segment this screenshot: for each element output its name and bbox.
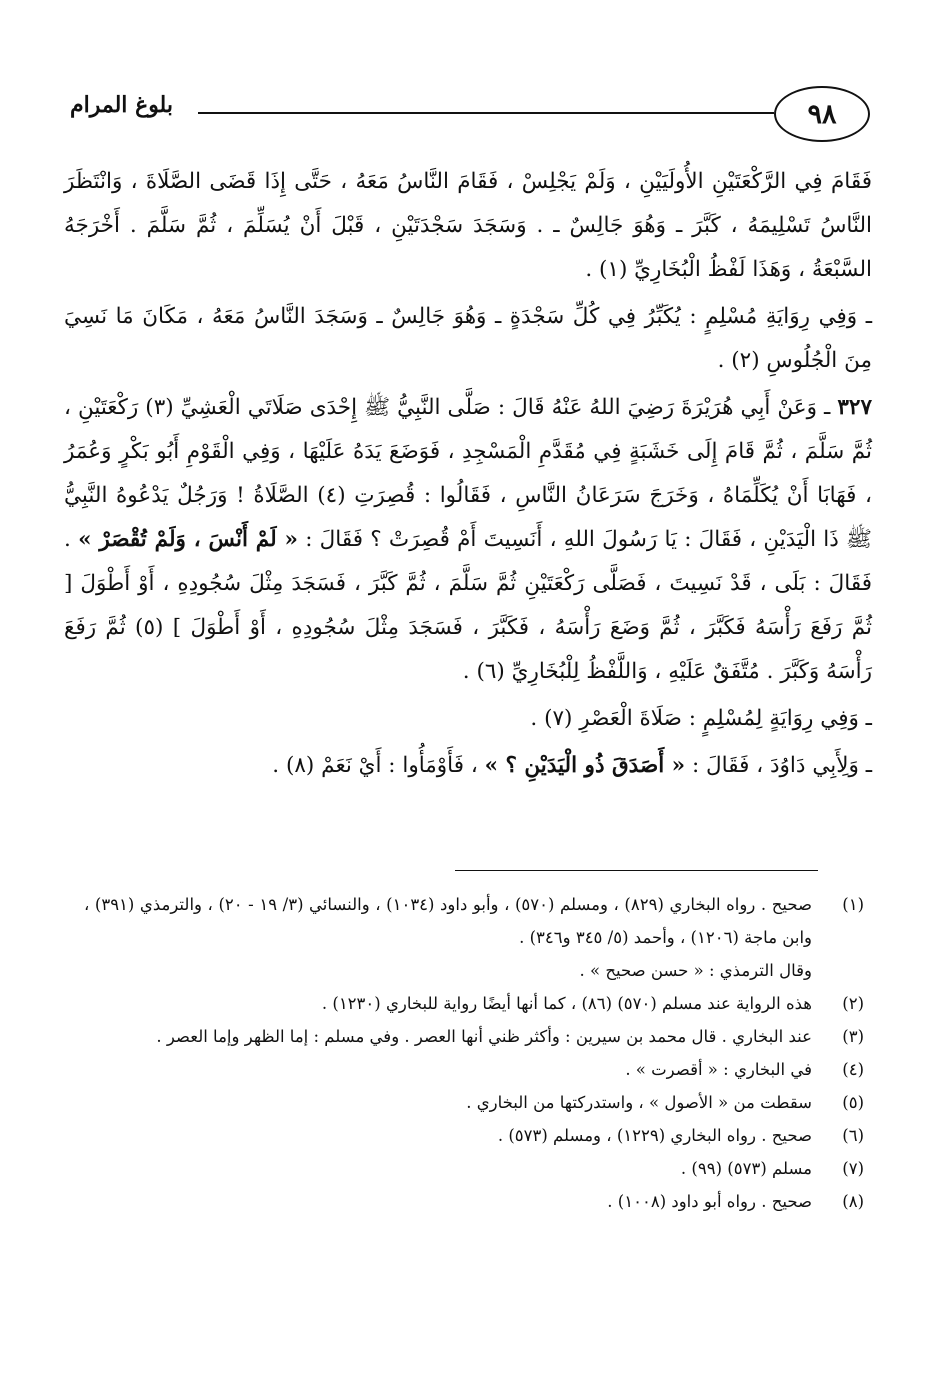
footnote-text: صحيح . رواه أبو داود (١٠٠٨) .	[607, 1192, 812, 1211]
paragraph-1: فَقَامَ فِي الرَّكْعَتَيْنِ الأُولَيَيْنِ ، وَلَمْ يَجْلِسْ ، فَقَامَ النَّاسُ مَعَهُ ، حَتَّى إِذَا قَضَى الصَّلَاةَ ، وَانْتَظَرَ النَّاسُ تَسْلِيمَهُ ، كَبَّرَ ـ وَهُوَ جَالِسٌ ـ . وَسَجَدَ سَجْدَتَيْنِ ، قَبْلَ أَنْ يُسَلِّمَ ، ثُمَّ سَلَّمَ . أَخْرَجَهُ السَّبْعَةُ ، وَهَذَا لَفْظُ الْبُخَارِيِّ (١) .	[64, 169, 872, 282]
footnote-number: (٦)	[842, 1126, 864, 1145]
page-number: ٩٨	[807, 98, 837, 130]
prophet-quote: « لَمْ أَنْسَ ، وَلَمْ تُقْصَرْ »	[78, 527, 298, 552]
footnote	[84, 1020, 864, 1053]
abu-dawud-text: ـ وَلِأَبِي دَاوُدَ ، فَقَالَ :	[691, 753, 872, 778]
hadith-text: ـ وَعَنْ أَبِي هُرَيْرَةَ رَضِيَ اللهُ عَنْهُ قَالَ : صَلَّى النَّبِيُّ ﷺ إِحْدَى صَلَاتَي الْعَشِيِّ (٣) رَكْعَتَيْنِ ، ثُمَّ سَلَّمَ ، ثُمَّ قَامَ إِلَى خَشَبَةٍ فِي مُقَدَّمِ الْمَسْجِدِ ، فَوَضَعَ يَدَهُ عَلَيْهَا ، وَفِي الْقَوْمِ أَبُو بَكْرٍ وَعُمَرُ ، فَهَابَا أَنْ يُكَلِّمَاهُ ، وَخَرَجَ سَرَعَانُ النَّاسِ ، فَقَالُوا : قُصِرَتِ (٤) الصَّلَاةُ ! وَرَجُلٌ يَدْعُوهُ النَّبِيُّ ﷺ ذَا الْيَدَيْنِ ، فَقَالَ : يَا رَسُولَ اللهِ ، أَنَسِيتَ أَمْ قُصِرَتْ ؟ فَقَالَ :	[64, 395, 873, 552]
footnote-text: صحيح . رواه البخاري (٨٢٩) ، ومسلم (٥٧٠) ، وأبو داود (١٠٣٤) ، والنسائي (٣/ ١٩ - ٢٠) ، والترمذي (٣٩١) ، وابن ماجة (١٢٠٦) ، وأحمد (٥/ ٣٤٥ و٣٤٦) .	[84, 895, 812, 947]
footnote-number: (٨)	[842, 1192, 864, 1211]
footnote-number: (٣)	[842, 1027, 864, 1046]
footnote-text: صحيح . رواه البخاري (١٢٢٩) ، ومسلم (٥٧٣) .	[497, 1126, 812, 1145]
footnote-separator	[455, 870, 818, 871]
footnote	[84, 1152, 864, 1185]
abu-dawud-text-end: ، فَأَوْمَأُوا : أَيْ نَعَمْ (٨) .	[272, 753, 478, 778]
page-header	[70, 86, 870, 146]
book-title: بلوغ المرام	[70, 92, 173, 118]
main-text	[64, 160, 872, 788]
footnote	[84, 1119, 864, 1152]
footnote-number: (٥)	[842, 1093, 864, 1112]
footnote	[84, 888, 864, 954]
footnote-text: في البخاري : « أقصرت » .	[625, 1060, 812, 1079]
footnote	[84, 987, 864, 1020]
hadith-number: ٣٢٧	[837, 395, 873, 420]
footnotes	[84, 888, 864, 1218]
footnote	[84, 1185, 864, 1218]
paragraph-2: ـ وَفِي رِوَايَةِ مُسْلِمٍ : يُكَبِّرُ فِي كُلِّ سَجْدَةٍ ـ وَهُوَ جَالِسٌ ـ وَسَجَدَ النَّاسُ مَعَهُ ، مَكَانَ مَا نَسِيَ مِنَ الْجُلُوسِ (٢) .	[64, 304, 872, 373]
footnote-extra: وقال الترمذي : « حسن صحيح » .	[579, 961, 812, 980]
footnote-number: (٤)	[842, 1060, 864, 1079]
page-number-oval	[774, 86, 870, 142]
footnote-number: (١)	[842, 895, 864, 914]
abu-dawud-quote: « أَصَدَقَ ذُو الْيَدَيْنِ ؟ »	[484, 753, 686, 778]
hadith-text-continued: . فَقَالَ : بَلَى ، قَدْ نَسِيتَ ، فَصَلَّى رَكْعَتَيْنِ ثُمَّ سَلَّمَ ، ثُمَّ كَبَّرَ ، فَسَجَدَ مِثْلَ سُجُودِهِ ، أَوْ أَطْوَلَ [ ثُمَّ رَفَعَ رَأْسَهُ فَكَبَّرَ ، ثُمَّ وَضَعَ رَأْسَهُ ، فَكَبَّرَ ، فَسَجَدَ مِثْلَ سُجُودِهِ ، أَوْ أَطْوَلَ ] (٥) ثُمَّ رَفَعَ رَأْسَهُ وَكَبَّرَ . مُتَّفَقٌ عَلَيْهِ ، وَاللَّفْظُ لِلْبُخَارِيِّ (٦) .	[64, 527, 872, 684]
footnote-number: (٢)	[842, 994, 864, 1013]
footnote-text: مسلم (٥٧٣) (٩٩) .	[680, 1159, 812, 1178]
footnote-text: عند البخاري . قال محمد بن سيرين : وأكثر ظني أنها العصر . وفي مسلم : إما الظهر وإما العصر .	[156, 1027, 812, 1046]
header-rule	[198, 112, 774, 114]
hadith-327	[64, 386, 872, 694]
paragraph-abu-dawud	[64, 744, 872, 788]
footnote	[84, 1086, 864, 1119]
footnote-number: (٧)	[842, 1159, 864, 1178]
footnote	[84, 1053, 864, 1086]
paragraph-muslim-narration: ـ وَفِي رِوَايَةٍ لِمُسْلِمٍ : صَلَاةَ الْعَصْرِ (٧) .	[530, 706, 872, 731]
footnote-text: هذه الرواية عند مسلم (٥٧٠) (٨٦) ، كما أنها أيضًا رواية للبخاري (١٢٣٠) .	[321, 994, 812, 1013]
footnote-text: سقطت من « الأصول » ، واستدركتها من البخاري .	[466, 1093, 812, 1112]
